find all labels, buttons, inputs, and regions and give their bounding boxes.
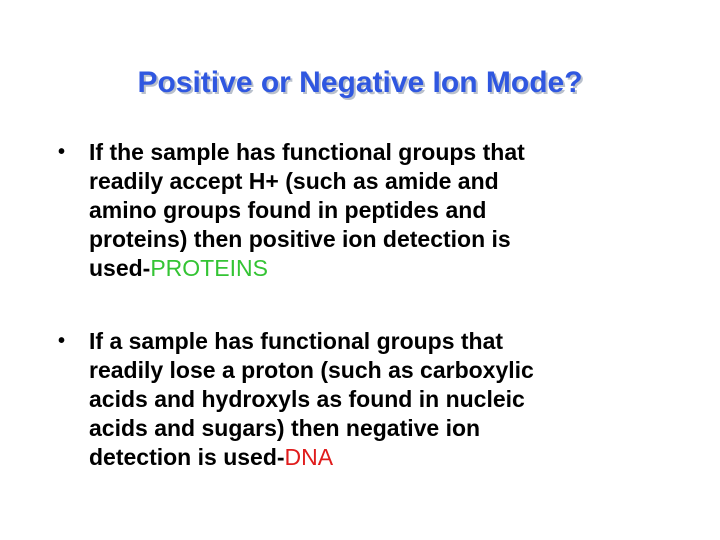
bullet-line: acids and hydroxyls as found in nucleic (89, 386, 525, 412)
bullet-line-prefix: detection is used- (89, 444, 285, 470)
bullet-line: readily accept H+ (such as amide and (89, 168, 499, 194)
bullet-dot-icon: • (58, 141, 66, 163)
dna-highlight: DNA (284, 444, 334, 470)
bullet-line: If a sample has functional groups that (89, 328, 504, 354)
bullet-line: acids and sugars) then negative ion (89, 415, 481, 441)
slide-title: Positive or Negative Ion Mode? (137, 66, 583, 99)
bullet-line-prefix: used- (89, 255, 151, 281)
proteins-highlight: PROTEINS (150, 255, 268, 281)
bullet-line: amino groups found in peptides and (89, 197, 487, 223)
bullet-line: If the sample has functional groups that (89, 139, 525, 165)
bullet-dot-icon: • (58, 330, 66, 352)
bullet-line: proteins) then positive ion detection is (89, 226, 511, 252)
bullet-line: readily lose a proton (such as carboxylic (89, 357, 534, 383)
bullet-positive-mode (58, 138, 698, 283)
bullet-last-line (89, 443, 698, 472)
bullet-negative-mode (58, 327, 698, 472)
bullet-last-line (89, 254, 698, 283)
bullet-list (58, 138, 698, 472)
